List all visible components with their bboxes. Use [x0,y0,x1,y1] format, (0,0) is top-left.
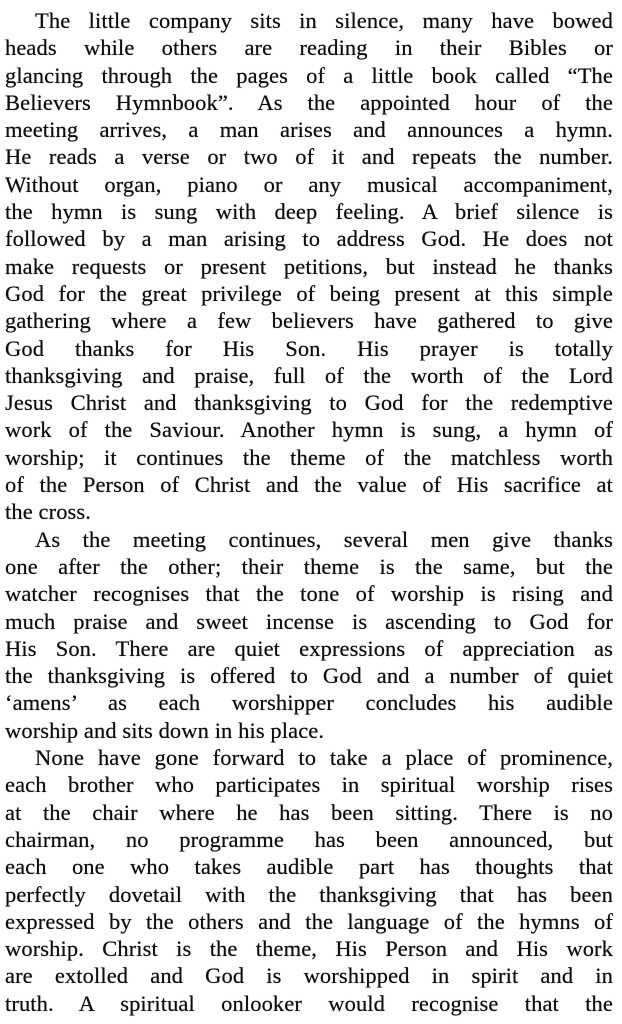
text-line: glancing through the pages of a little book called “The [5,62,613,88]
text-line: each brother who participates in spiritual worship rises [5,772,613,798]
text-line: the cross. [5,499,91,525]
text-line: worship; it continues the theme of the matchless worth [5,444,613,470]
text-line: truth. A spiritual onlooker would recognise that the [5,990,613,1016]
text-line: Jesus Christ and thanksgiving to God for the redemptive [5,390,613,416]
text-line: None have gone forward to take a place of prominence, [35,745,613,771]
text-line: much praise and sweet incense is ascending to God for [5,608,613,634]
text-line: worship and sits down in his place. [5,717,325,743]
text-line: perfectly dovetail with the thanksgiving that has been [5,881,613,907]
text-line: each one who takes audible part has thoughts that [5,854,613,880]
text-line: thanksgiving and praise, full of the worth of the Lord [5,362,613,388]
paragraph [5,744,613,1017]
text-line: watcher recognises that the tone of worship is rising and [5,581,613,607]
body-text [5,7,613,1017]
text-line: God for the great privilege of being present at this simple [5,280,613,306]
text-line: God thanks for His Son. His prayer is totally [5,335,613,361]
text-line: As the meeting continues, several men give thanks [35,526,613,552]
text-line: expressed by the others and the language of the hymns of [5,908,613,934]
text-line: Believers Hymnbook”. As the appointed hour of the [5,89,613,115]
text-line: the hymn is sung with deep feeling. A brief silence is [5,199,613,225]
text-line: of the Person of Christ and the value of His sacrifice at [5,472,613,498]
text-line: make requests or present petitions, but instead he thanks [5,253,613,279]
text-line: are extolled and God is worshipped in spirit and in [5,963,613,989]
text-line: Without organ, piano or any musical accompaniment, [5,171,613,197]
text-line: meeting arrives, a man arises and announces a hymn. [5,117,613,143]
text-line: He reads a verse or two of it and repeats the number. [5,144,613,170]
text-line: worship. Christ is the theme, His Person and His work [5,936,613,962]
text-line: at the chair where he has been sitting. There is no [5,799,613,825]
text-line: followed by a man arising to address God. He does not [5,226,613,252]
text-line: ‘amens’ as each worshipper concludes his audible [5,690,613,716]
text-line: one after the other; their theme is the same, but the [5,553,613,579]
paragraph [5,526,613,744]
text-line: His Son. There are quiet expressions of appreciation as [5,635,613,661]
text-line: chairman, no programme has been announced, but [5,826,613,852]
text-line: gathering where a few believers have gathered to give [5,308,613,334]
text-line: work of the Saviour. Another hymn is sung, a hymn of [5,417,613,443]
text-line: the thanksgiving is offered to God and a number of quiet [5,663,613,689]
paragraph [5,7,613,526]
text-line: The little company sits in silence, many have bowed [35,8,613,33]
text-line: heads while others are reading in their Bibles or [5,35,613,61]
